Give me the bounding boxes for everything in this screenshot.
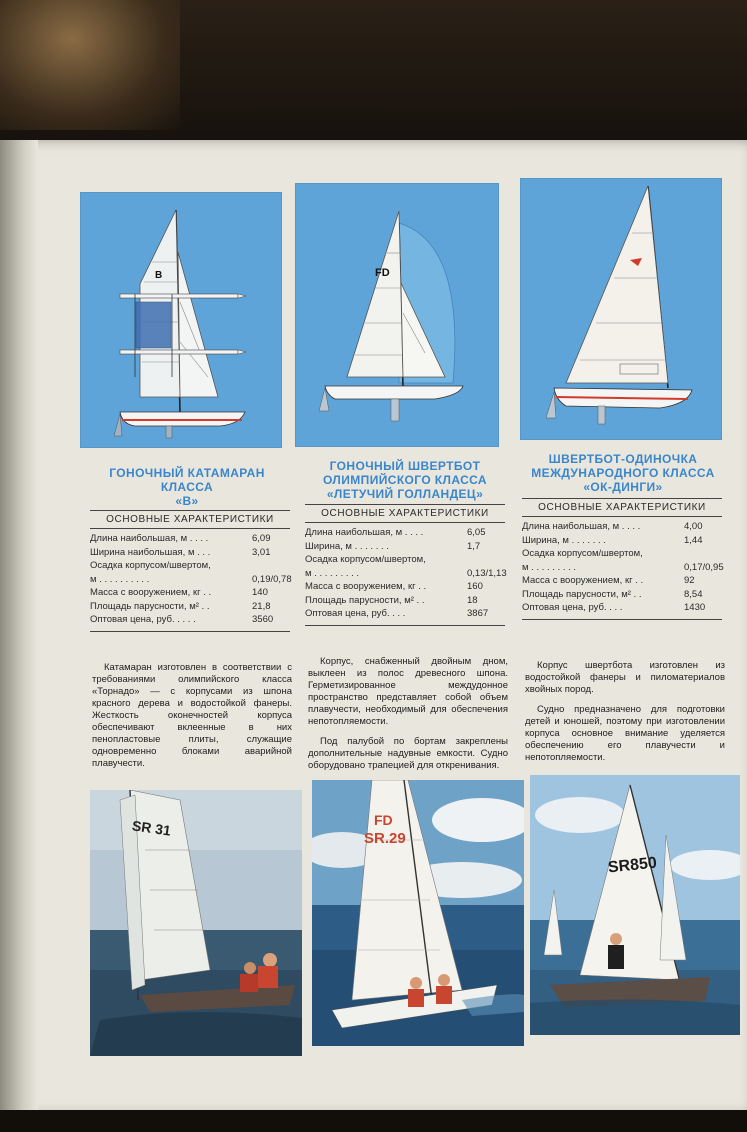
spec-row: Длина наибольшая, м . . . . 6,09	[90, 533, 271, 544]
catamaran-title-line-2: КЛАССА	[160, 480, 214, 494]
spec-row: Площадь парусности, м² . . 18	[305, 594, 478, 606]
spec-row: Масса с вооружением, кг . . 160	[305, 581, 483, 592]
fd-photo-sail-number-top: FD	[374, 812, 393, 828]
spec-divider	[90, 631, 290, 632]
catamaran-diagram	[80, 192, 282, 448]
catamaran-description	[92, 662, 292, 778]
spec-row: Оптовая цена, руб. . . . 3867	[305, 608, 489, 619]
ok-paragraph-2: Судно предназначено для подготовки детей и юношей, поэтому при изготовлении корпуса основное внимание уделяется обеспечению его плавучести и непотопляемости.	[525, 704, 725, 763]
catamaran-photo-sail-number: SR 31	[131, 817, 172, 839]
background-glow	[0, 0, 180, 130]
spec-row: Ширина наибольшая, м . . . 3,01	[90, 546, 271, 558]
spec-row: Площадь парусности, м² . . 8,54	[522, 588, 703, 600]
page-spine-shadow	[0, 140, 38, 1115]
spec-header: ОСНОВНЫЕ ХАРАКТЕРИСТИКИ	[305, 504, 505, 523]
ok-photo-sail-number: SR850	[607, 854, 658, 877]
flying-dutchman-photo	[312, 780, 524, 1046]
spec-row: Осадка корпусом/швертом,	[522, 548, 643, 559]
spec-row: Ширина, м . . . . . . . 1,7	[305, 540, 481, 552]
catamaran-specs	[90, 510, 290, 632]
spec-row: Длина наибольшая, м . . . . 6,05	[305, 527, 486, 538]
ok-title-line-1: ШВЕРТБОТ-ОДИНОЧКА	[548, 452, 698, 466]
ok-dinghy-specs	[522, 498, 722, 620]
ok-dinghy-photo	[530, 775, 740, 1035]
flying-dutchman-specs	[305, 504, 505, 626]
spec-row: Площадь парусности, м² . . 21,8	[90, 600, 271, 612]
spec-row: Осадка корпусом/швертом,	[305, 554, 426, 565]
ok-title-line-3: «ОК-ДИНГИ»	[583, 480, 663, 494]
catamaran-sail-letter: B	[155, 270, 163, 281]
spec-row: Длина наибольшая, м . . . . 4,00	[522, 521, 703, 532]
spec-row: Оптовая цена, руб. . . . . 3560	[90, 614, 274, 625]
spec-header: ОСНОВНЫЕ ХАРАКТЕРИСТИКИ	[90, 510, 290, 529]
spec-row: Масса с вооружением, кг . . 92	[522, 575, 695, 586]
spec-row: Масса с вооружением, кг . . 140	[90, 587, 268, 598]
ok-dinghy-diagram	[520, 178, 722, 440]
catamaran-paragraph: Катамаран изготовлен в соответствии с требованиями олимпийского класса «Торнадо» — с корпусами из шпона красного дерева и водостойкой фанеры. Жесткость оконечностей корпуса обеспечивают вклеенные в них пенопластовые плиты, служащие одновременно блоками аварийной плавучести.	[92, 662, 292, 769]
spec-divider	[305, 625, 505, 626]
spec-row: Ширина, м . . . . . . . 1,44	[522, 534, 703, 546]
flying-dutchman-diagram	[295, 183, 499, 447]
catamaran-title-line-3: «В»	[175, 494, 199, 508]
spec-row: Осадка корпусом/швертом,	[90, 560, 211, 571]
flying-dutchman-description	[308, 656, 508, 780]
fd-sail-letter: FD	[375, 267, 390, 279]
fd-photo-sail-number: SR.29	[364, 830, 406, 847]
ok-dinghy-description	[525, 660, 725, 772]
spec-row: м . . . . . . . . . 0,17/0,95	[522, 561, 724, 573]
bottom-edge-shadow	[0, 1110, 747, 1132]
ok-paragraph-1: Корпус швертбота изготовлен из водостойкой фанеры и пиломатериалов хвойных пород.	[525, 660, 725, 695]
catamaran-photo	[90, 790, 302, 1056]
catamaran-title-line-1: ГОНОЧНЫЙ КАТАМАРАН	[109, 466, 265, 480]
fd-title-line-2: ОЛИМПИЙСКОГО КЛАССА	[323, 473, 487, 487]
spec-row: м . . . . . . . . . . 0,19/0,78	[90, 573, 292, 585]
ok-title-line-2: МЕЖДУНАРОДНОГО КЛАССА	[531, 466, 715, 480]
spec-row: м . . . . . . . . . 0,13/1,13	[305, 567, 507, 579]
fd-title-line-1: ГОНОЧНЫЙ ШВЕРТБОТ	[329, 459, 481, 473]
catamaran-title	[92, 466, 282, 508]
fd-title-line-3: «ЛЕТУЧИЙ ГОЛЛАНДЕЦ»	[326, 487, 484, 501]
spec-divider	[522, 619, 722, 620]
spec-header: ОСНОВНЫЕ ХАРАКТЕРИСТИКИ	[522, 498, 722, 517]
spec-row: Оптовая цена, руб. . . . 1430	[522, 602, 706, 613]
fd-paragraph-1: Корпус, снабженный двойным дном, выклеен из полос древесного шпона. Герметизированное междудонное пространство представляет собой объем плавучести, необходимый для обеспечения непотопляемости.	[308, 656, 508, 727]
flying-dutchman-title	[305, 459, 505, 501]
ok-dinghy-title	[518, 452, 728, 494]
fd-paragraph-2: Под палубой по бортам закреплены дополнительные надувные емкости. Судно оборудовано трапецией для откренивания.	[308, 736, 508, 771]
